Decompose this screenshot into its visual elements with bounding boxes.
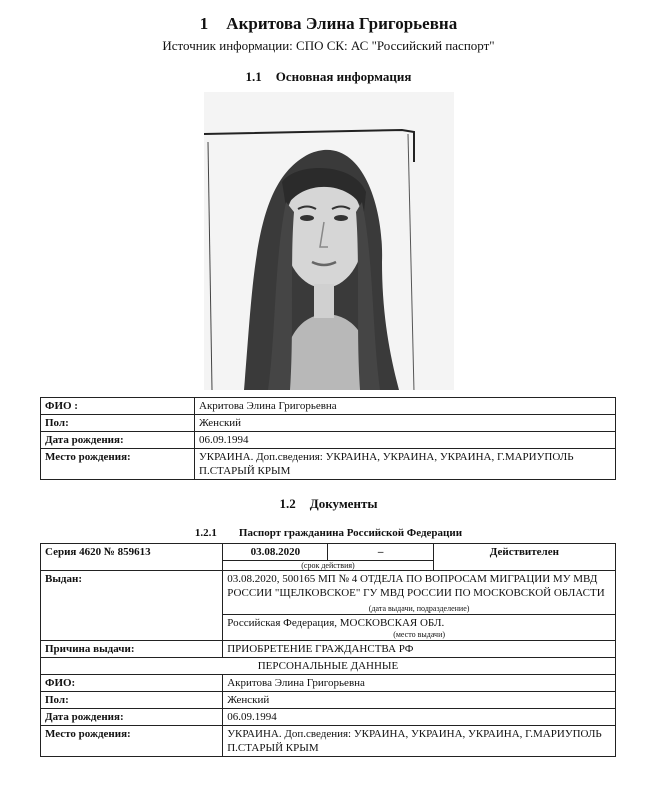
birthplace-label: Место рождения: bbox=[41, 449, 195, 480]
personal-sex-value: Женский bbox=[223, 692, 616, 709]
reason-value: ПРИОБРЕТЕНИЕ ГРАЖДАНСТВА РФ bbox=[223, 641, 616, 658]
basic-info-table bbox=[40, 397, 616, 480]
info-source: Источник информации: СПО СК: АС "Российский паспорт" bbox=[162, 38, 495, 53]
subsection-number: 1.2.1 bbox=[194, 527, 217, 539]
table-row bbox=[41, 726, 616, 757]
personal-birthplace-value: УКРАИНА. Доп.сведения: УКРАИНА, УКРАИНА, УКРАИНА, Г.МАРИУПОЛЬ П.СТАРЫЙ КРЫМ bbox=[223, 726, 616, 757]
table-row bbox=[41, 449, 616, 480]
subsection-title: Паспорт гражданина Российской Федерации bbox=[238, 527, 463, 539]
sex-value: Женский bbox=[195, 415, 616, 432]
table-row bbox=[41, 641, 616, 658]
issue-place-cell bbox=[223, 615, 616, 641]
issue-date: 03.08.2020 bbox=[223, 544, 328, 561]
status-value: Действителен bbox=[433, 544, 615, 571]
section-title: Основная информация bbox=[275, 69, 412, 84]
personal-fio-label: ФИО: bbox=[41, 675, 223, 692]
birthdate-value: 06.09.1994 bbox=[195, 432, 616, 449]
section-docs-heading bbox=[0, 496, 657, 512]
validity-caption-cell bbox=[223, 561, 433, 571]
table-row bbox=[41, 432, 616, 449]
personal-birthdate-value: 06.09.1994 bbox=[223, 709, 616, 726]
section-number: 1.1 bbox=[245, 69, 262, 84]
issued-by: 03.08.2020, 500165 МП № 4 ОТДЕЛА ПО ВОПРОСАМ МИГРАЦИИ МУ МВД РОССИИ "ЩЕЛКОВСКОЕ" ГУ МВД РОССИИ ПО МОСКОВСКОЙ ОБЛАСТИ bbox=[227, 573, 605, 599]
table-row bbox=[41, 571, 616, 615]
table-row bbox=[41, 398, 616, 415]
reason-label: Причина выдачи: bbox=[41, 641, 223, 658]
personal-sex-label: Пол: bbox=[41, 692, 223, 709]
title-number: 1 bbox=[199, 14, 209, 33]
table-row bbox=[41, 675, 616, 692]
passport-heading bbox=[0, 527, 657, 539]
passport-table bbox=[40, 543, 616, 757]
issued-caption: (дата выдачи, подразделение) bbox=[368, 604, 470, 613]
series-number: Серия 4620 № 859613 bbox=[41, 544, 223, 571]
birthplace-value: УКРАИНА. Доп.сведения: УКРАИНА, УКРАИНА, УКРАИНА, Г.МАРИУПОЛЬ П.СТАРЫЙ КРЫМ bbox=[195, 449, 616, 480]
section-title: Документы bbox=[309, 496, 378, 511]
validity-inner bbox=[223, 544, 433, 570]
fio-value: Акритова Элина Григорьевна bbox=[195, 398, 616, 415]
table-row bbox=[41, 658, 616, 675]
person-name: Акритова Элина Григорьевна bbox=[226, 14, 458, 33]
person-title bbox=[0, 14, 657, 34]
validity-caption: (срок действия) bbox=[301, 561, 355, 570]
issue-place-caption: (место выдачи) bbox=[393, 630, 446, 639]
table-row bbox=[41, 415, 616, 432]
issued-cell bbox=[223, 571, 616, 615]
birthdate-label: Дата рождения: bbox=[41, 432, 195, 449]
table-row bbox=[41, 544, 616, 571]
validity-cell bbox=[223, 544, 434, 571]
section-number: 1.2 bbox=[279, 496, 296, 511]
table-row bbox=[41, 692, 616, 709]
issue-place: Российская Федерация, МОСКОВСКАЯ ОБЛ. bbox=[227, 617, 445, 629]
fio-label: ФИО : bbox=[41, 398, 195, 415]
passport-photo bbox=[204, 92, 454, 390]
sex-label: Пол: bbox=[41, 415, 195, 432]
table-row bbox=[41, 709, 616, 726]
personal-birthplace-label: Место рождения: bbox=[41, 726, 223, 757]
expiry-dash: – bbox=[377, 546, 384, 558]
portrait-image bbox=[204, 92, 454, 390]
issued-label: Выдан: bbox=[41, 571, 223, 641]
personal-birthdate-label: Дата рождения: bbox=[41, 709, 223, 726]
personal-fio-value: Акритова Элина Григорьевна bbox=[223, 675, 616, 692]
personal-data-header: ПЕРСОНАЛЬНЫЕ ДАННЫЕ bbox=[41, 658, 616, 675]
section-basic-heading bbox=[0, 69, 657, 85]
